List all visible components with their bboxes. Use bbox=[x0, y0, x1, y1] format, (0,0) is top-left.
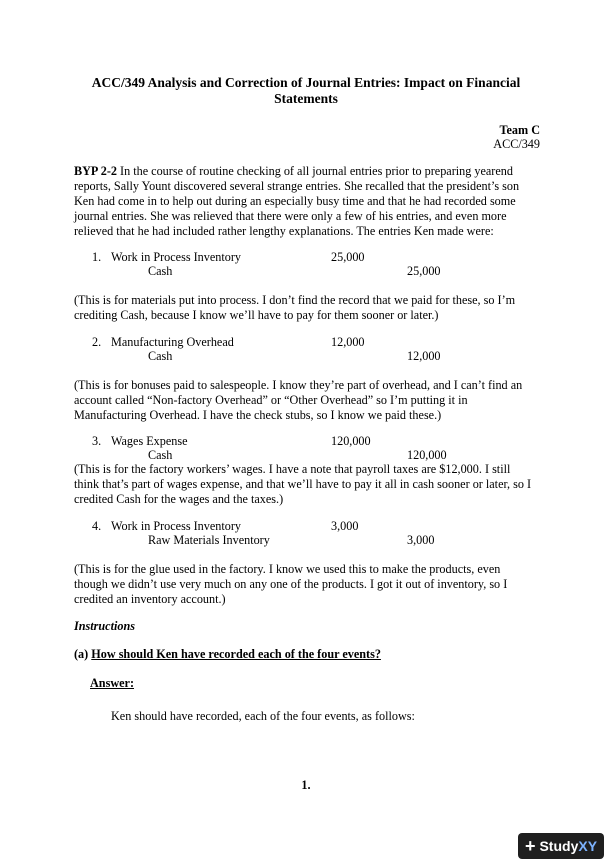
credit-amount: 25,000 bbox=[407, 264, 441, 278]
explanation-line: Manufacturing Overhead. I have the check stubs, so I know we paid these.) bbox=[74, 408, 442, 422]
course-code: ACC/349 bbox=[493, 137, 540, 151]
explanation-line: think that’s part of wages expense, and that we’ll have to pay it all in cash sooner or later, so I bbox=[74, 477, 532, 491]
explanation-line: credited an inventory account.) bbox=[74, 592, 226, 606]
explanation-line: though we didn’t use very much on any one of the products. I got it out of inventory, so I bbox=[74, 577, 508, 591]
intro-line-5: relieved that he had included rather lengthy explanations. The entries Ken made were: bbox=[74, 224, 494, 238]
entry-explanation bbox=[74, 293, 544, 323]
entry-explanation bbox=[74, 462, 544, 507]
debit-amount: 12,000 bbox=[331, 335, 365, 349]
credit-account: Cash bbox=[148, 349, 173, 363]
question-text: How should Ken have recorded each of the four events? bbox=[91, 647, 381, 661]
debit-amount: 3,000 bbox=[331, 519, 359, 533]
page-number: 1. bbox=[301, 778, 311, 792]
debit-account: Work in Process Inventory bbox=[111, 519, 242, 533]
debit-account: Wages Expense bbox=[111, 434, 188, 448]
debit-amount: 25,000 bbox=[331, 250, 365, 264]
intro-line-3: Ken had come in to help out during an especially busy time and that he had recorded some bbox=[74, 194, 516, 208]
question-label: (a) bbox=[74, 647, 89, 661]
entry-number: 4. bbox=[92, 519, 102, 533]
explanation-line: credited Cash for the wages and the taxes.) bbox=[74, 492, 284, 506]
entry-explanation bbox=[74, 562, 544, 607]
answer-text: Ken should have recorded, each of the four events, as follows: bbox=[111, 709, 415, 723]
title-line-2: Statements bbox=[274, 91, 338, 106]
intro-line-2: reports, Sally Yount discovered several strange entries. She recalled that the president’s son bbox=[74, 179, 520, 193]
studyxy-badge[interactable] bbox=[518, 833, 604, 859]
intro-line-1: In the course of routine checking of all journal entries prior to preparing yearend bbox=[117, 164, 513, 178]
plus-icon: + bbox=[524, 836, 536, 856]
credit-amount: 12,000 bbox=[407, 349, 441, 363]
explanation-line: (This is for the glue used in the factory. I know we used this to make the products, even bbox=[74, 562, 501, 576]
credit-account: Raw Materials Inventory bbox=[148, 533, 270, 547]
debit-account: Work in Process Inventory bbox=[111, 250, 242, 264]
badge-text: StudyXY bbox=[539, 838, 598, 854]
entry-number: 1. bbox=[92, 250, 102, 264]
entry-explanation bbox=[74, 378, 544, 423]
answer-label: Answer: bbox=[90, 676, 135, 690]
explanation-line: account called “Non-factory Overhead” or “Other Overhead” so I’m putting it in bbox=[74, 393, 468, 407]
intro-line-4: journal entries. She was relieved that there were only a few of his entries, and even more bbox=[74, 209, 507, 223]
debit-account: Manufacturing Overhead bbox=[111, 335, 234, 349]
explanation-line: (This is for the factory workers’ wages. I have a note that payroll taxes are $12,000. I still bbox=[74, 462, 511, 476]
entry-number: 3. bbox=[92, 434, 102, 448]
credit-account: Cash bbox=[148, 448, 173, 462]
question-a bbox=[74, 647, 381, 662]
credit-amount: 120,000 bbox=[407, 448, 447, 462]
explanation-line: crediting Cash, because I know we’ll have to pay for them sooner or later.) bbox=[74, 308, 439, 322]
entry-number: 2. bbox=[92, 335, 102, 349]
document-title bbox=[70, 75, 542, 107]
instructions-heading: Instructions bbox=[74, 619, 135, 633]
explanation-line: (This is for bonuses paid to salespeople. I know they’re part of overhead, and I can’t find an bbox=[74, 378, 523, 392]
credit-amount: 3,000 bbox=[407, 533, 435, 547]
explanation-line: (This is for materials put into process. I don’t find the record that we paid for these, so I’m bbox=[74, 293, 516, 307]
title-line-1: ACC/349 Analysis and Correction of Journal Entries: Impact on Financial bbox=[91, 75, 521, 90]
credit-account: Cash bbox=[148, 264, 173, 278]
problem-id: BYP 2-2 bbox=[74, 164, 117, 178]
debit-amount: 120,000 bbox=[331, 434, 371, 448]
intro-paragraph bbox=[74, 164, 544, 239]
team-name: Team C bbox=[499, 123, 540, 137]
